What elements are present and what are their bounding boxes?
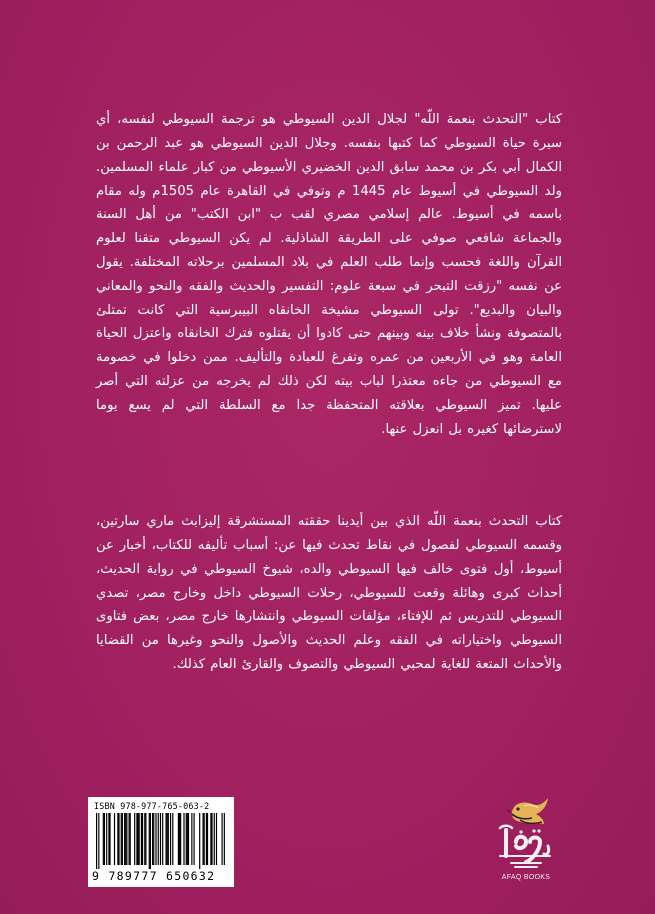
- barcode-bar: [187, 813, 188, 865]
- barcode-bar: [121, 813, 122, 865]
- barcode-bar: [134, 813, 135, 865]
- barcode-bar: [129, 813, 130, 865]
- barcode-bar: [125, 813, 126, 865]
- barcode-bar: [168, 813, 169, 865]
- barcode-bar: [103, 813, 104, 865]
- barcode-bar: [179, 813, 180, 865]
- barcode-bar: [167, 813, 168, 865]
- description-paragraph-2: كتاب التحدث بنعمة اللّه الذي بين أيدينا حققته المستشرقة إليزابث ماري سارتين، وقسمه السيوطي لفصول في نقاط تحدث فيها عن: أسباب تأليفه للكتاب، أخبار عن أسيوط، أول فتوى خالف فيها السيوطي والده، شيوخ السيوطي في رواية الحديث، أحداث كبرى وهائلة وقعت للسيوطي، رحلات السيوطي داخل وخارج مصر، تصدي السيوطي للتدريس ثم للإفتاء، مؤلفات السيوطي وانتشارها خارج مصر، بعض فتاوى السيوطي واختياراته في الفقه وعلم الحديث والأصول والنحو وغيرها من القضايا والأحداث المتعة للغاية لمحبي السيوطي والتصوف والقارئ العام كذلك.: [96, 514, 562, 672]
- barcode-bar: [162, 813, 163, 865]
- barcode-bar: [142, 813, 143, 865]
- barcode-bar: [158, 813, 159, 865]
- barcode-bar: [211, 813, 212, 865]
- barcode-bar: [224, 813, 225, 865]
- barcode-bar: [137, 813, 138, 865]
- barcode-bar: [108, 813, 109, 865]
- barcode-bar: [222, 813, 223, 865]
- barcode-bar: [160, 813, 161, 865]
- barcode-bar: [144, 813, 145, 865]
- description-paragraph-1: كتاب "التحدث بنعمة اللّه" لجلال الدين السيوطي هو ترجمة السيوطي لنفسه، أي سيرة حياة السيوطي كما كتبها بنفسه. وجلال الدين السيوطي هو عبد الرحمن بن الكمال أبي بكر بن محمد سابق الدين الخضيري الأسيوطي من كبار علماء المسلمين. ولد السيوطي في أسيوط عام 1445 م وتوفي في القاهرة عام 1505م وله مقام باسمه في أسيوط. عالم إسلامي مصري لقب ب "ابن الكتب" من أهل السنة والجماعة شافعي صوفي على الطريقة الشاذلية. لم يكن السيوطي متقنا لعلوم القرآن واللغة فحسب وإنما طلب العلم في بلاد المسلمين برحلاته المختلفة. يقول عن نفسه "رزقت التبحر في سبعة علوم: التفسير والحديث والفقه والنحو والمعاني والبيان والبديع". تولى السيوطي مشيخة الخانقاه البيبرسية التي كانت تمتلئ بالمتصوفة ونشأ خلاف بينه وبينهم حتى كادوا أن يقتلوه فترك الخانقاه واعتزل الحياة العامة وهو في الأربعين من عمره وتفرغ للعبادة والتأليف. ممن دخلوا في خصومة مع السيوطي من جاءه معتذرا لباب بيته لكن ذلك لم يخرجه من عزلته التي أصر عليها. تميز السيوطي بعلاقته المتحفظة جدا مع السلطة التي لم يسع يوما لاسترضائها كغيره بل انعزل عنها.: [96, 112, 562, 437]
- barcode-bar: [109, 813, 110, 865]
- barcode-bar: [114, 813, 115, 865]
- barcode-bar: [96, 813, 97, 869]
- barcode-bar: [194, 813, 195, 865]
- barcode-bar: [106, 813, 107, 865]
- barcode-bar: [155, 813, 156, 865]
- barcode-bar: [188, 813, 189, 865]
- barcode-bar: [150, 813, 151, 869]
- barcode-bar: [202, 813, 203, 865]
- barcode-bar: [178, 813, 179, 865]
- barcode-bar: [139, 813, 140, 865]
- barcode-bar: [210, 813, 211, 865]
- barcode-bar: [145, 813, 146, 865]
- barcode-bar: [199, 813, 200, 869]
- barcode-bars-icon: [96, 813, 226, 869]
- barcode-bar: [98, 813, 99, 869]
- barcode-bar: [214, 813, 215, 865]
- barcode-bar: [149, 813, 150, 869]
- barcode-bar: [104, 813, 105, 865]
- barcode-bar: [204, 813, 205, 865]
- barcode-bar: [122, 813, 123, 865]
- isbn-label: ISBN 978-977-765-063-2: [94, 801, 210, 811]
- barcode-bar: [118, 813, 119, 865]
- barcode-bar: [117, 813, 118, 865]
- barcode-bar: [152, 813, 153, 865]
- barcode-bar: [136, 813, 137, 865]
- isbn-barcode: [88, 797, 234, 887]
- barcode-bar: [130, 813, 131, 865]
- afaq-bird-logo-icon: [492, 790, 560, 876]
- barcode-bar: [207, 813, 208, 865]
- barcode-bar: [206, 813, 207, 865]
- barcode-bar: [141, 813, 142, 865]
- publisher-logo: [492, 790, 560, 890]
- barcode-bar: [216, 813, 217, 865]
- publisher-name-en: AFAQ BOOKS: [501, 874, 551, 881]
- barcode-bar: [183, 813, 184, 865]
- barcode-bar: [170, 813, 171, 865]
- barcode-bar: [126, 813, 127, 865]
- barcode-bar: [186, 813, 187, 865]
- barcode-bar: [180, 813, 181, 865]
- barcode-bar: [153, 813, 154, 865]
- barcode-bar: [172, 813, 173, 865]
- barcode-bar: [165, 813, 166, 865]
- barcode-bar: [191, 813, 192, 865]
- barcode-digits: 9 789777 650632: [92, 869, 216, 883]
- barcode-bar: [124, 813, 125, 865]
